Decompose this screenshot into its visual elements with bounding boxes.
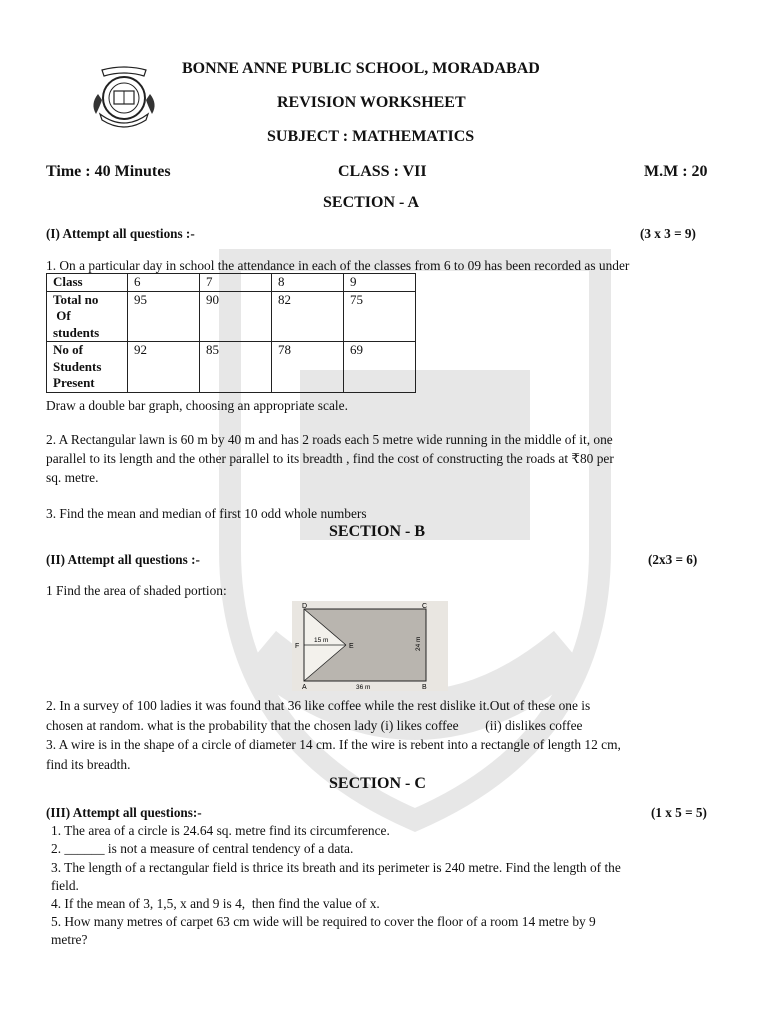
section-c-marks: (1 x 5 = 5) bbox=[651, 805, 707, 820]
question-a2-line3: sq. metre. bbox=[46, 470, 99, 485]
question-b1: 1 Find the area of shaded portion: bbox=[46, 583, 227, 598]
section-a-instruction: (I) Attempt all questions :- bbox=[46, 226, 195, 241]
question-a2-line2: parallel to its length and the other parallel to its breadth , find the cost of constructing the roads at ₹80 per bbox=[46, 451, 614, 466]
table-row bbox=[47, 274, 416, 292]
row-label: Total no Of students bbox=[47, 291, 128, 342]
row-label: No of Students Present bbox=[47, 342, 128, 393]
table-cell: 82 bbox=[272, 291, 344, 342]
question-c3-line1: 3. The length of a rectangular field is thrice its breath and its perimeter is 240 metre. Find the length of the bbox=[51, 860, 621, 875]
figure-fe-length: 15 m bbox=[314, 637, 329, 644]
table-cell: 78 bbox=[272, 342, 344, 393]
section-b-title: SECTION - B bbox=[329, 523, 426, 540]
question-c1: 1. The area of a circle is 24.64 sq. metre find its circumference. bbox=[51, 823, 390, 838]
figure-label-b: B bbox=[422, 684, 427, 691]
section-b-marks: (2x3 = 6) bbox=[648, 552, 698, 567]
question-b3-line2: find its breadth. bbox=[46, 757, 131, 772]
max-marks: M.M : 20 bbox=[644, 163, 708, 180]
question-c5-line1: 5. How many metres of carpet 63 cm wide will be required to cover the floor of a room 14 metre by 9 bbox=[51, 914, 596, 929]
class-label: CLASS : VII bbox=[338, 163, 427, 180]
row-label: Class bbox=[47, 274, 128, 292]
section-a-title: SECTION - A bbox=[323, 194, 420, 211]
shaded-area-figure bbox=[292, 601, 448, 691]
table-row bbox=[47, 291, 416, 342]
table-cell: 85 bbox=[200, 342, 272, 393]
figure-label-d: D bbox=[302, 603, 308, 610]
school-logo bbox=[88, 64, 160, 130]
attendance-table bbox=[46, 273, 416, 393]
school-name: BONNE ANNE PUBLIC SCHOOL, MORADABAD bbox=[182, 60, 540, 77]
table-row bbox=[47, 342, 416, 393]
section-c-instruction: (III) Attempt all questions:- bbox=[46, 805, 202, 820]
figure-label-c: C bbox=[422, 603, 428, 610]
figure-label-f: F bbox=[295, 643, 300, 650]
question-a2-line1: 2. A Rectangular lawn is 60 m by 40 m and has 2 roads each 5 metre wide running in the middle of it, one bbox=[46, 432, 613, 447]
section-b-instruction: (II) Attempt all questions :- bbox=[46, 552, 200, 567]
figure-label-e: E bbox=[349, 643, 354, 650]
section-a-marks: (3 x 3 = 9) bbox=[640, 226, 696, 241]
time-label: Time : 40 Minutes bbox=[46, 163, 171, 180]
table-cell: 6 bbox=[128, 274, 200, 292]
question-a3: 3. Find the mean and median of first 10 odd whole numbers bbox=[46, 506, 367, 521]
table-cell: 8 bbox=[272, 274, 344, 292]
figure-label-a: A bbox=[302, 684, 307, 691]
figure-height-length: 24 m bbox=[415, 636, 422, 651]
question-c2: 2. ______ is not a measure of central tendency of a data. bbox=[51, 841, 354, 856]
table-cell: 92 bbox=[128, 342, 200, 393]
table-cell: 7 bbox=[200, 274, 272, 292]
table-cell: 9 bbox=[344, 274, 416, 292]
question-c3-line2: field. bbox=[51, 878, 79, 893]
question-a1: 1. On a particular day in school the attendance in each of the classes from 6 to 09 has been recorded as under bbox=[46, 258, 630, 273]
worksheet-title: REVISION WORKSHEET bbox=[277, 94, 466, 111]
question-b2-line1: 2. In a survey of 100 ladies it was found that 36 like coffee while the rest dislike it.Out of these one is bbox=[46, 698, 591, 713]
section-c-title: SECTION - C bbox=[329, 775, 426, 792]
table-cell: 95 bbox=[128, 291, 200, 342]
question-a1-tail: Draw a double bar graph, choosing an appropriate scale. bbox=[46, 398, 348, 413]
question-b3-line1: 3. A wire is in the shape of a circle of diameter 14 cm. If the wire is rebent into a rectangle of length 12 cm, bbox=[46, 737, 621, 752]
subject-title: SUBJECT : MATHEMATICS bbox=[267, 128, 475, 145]
table-cell: 90 bbox=[200, 291, 272, 342]
question-b2-line2: chosen at random. what is the probability that the chosen lady (i) likes coffee (ii) dislikes coffee bbox=[46, 718, 583, 733]
question-c4: 4. If the mean of 3, 1,5, x and 9 is 4, then find the value of x. bbox=[51, 896, 380, 911]
figure-base-length: 36 m bbox=[356, 684, 371, 691]
table-cell: 75 bbox=[344, 291, 416, 342]
question-c5-line2: metre? bbox=[51, 932, 88, 947]
table-cell: 69 bbox=[344, 342, 416, 393]
